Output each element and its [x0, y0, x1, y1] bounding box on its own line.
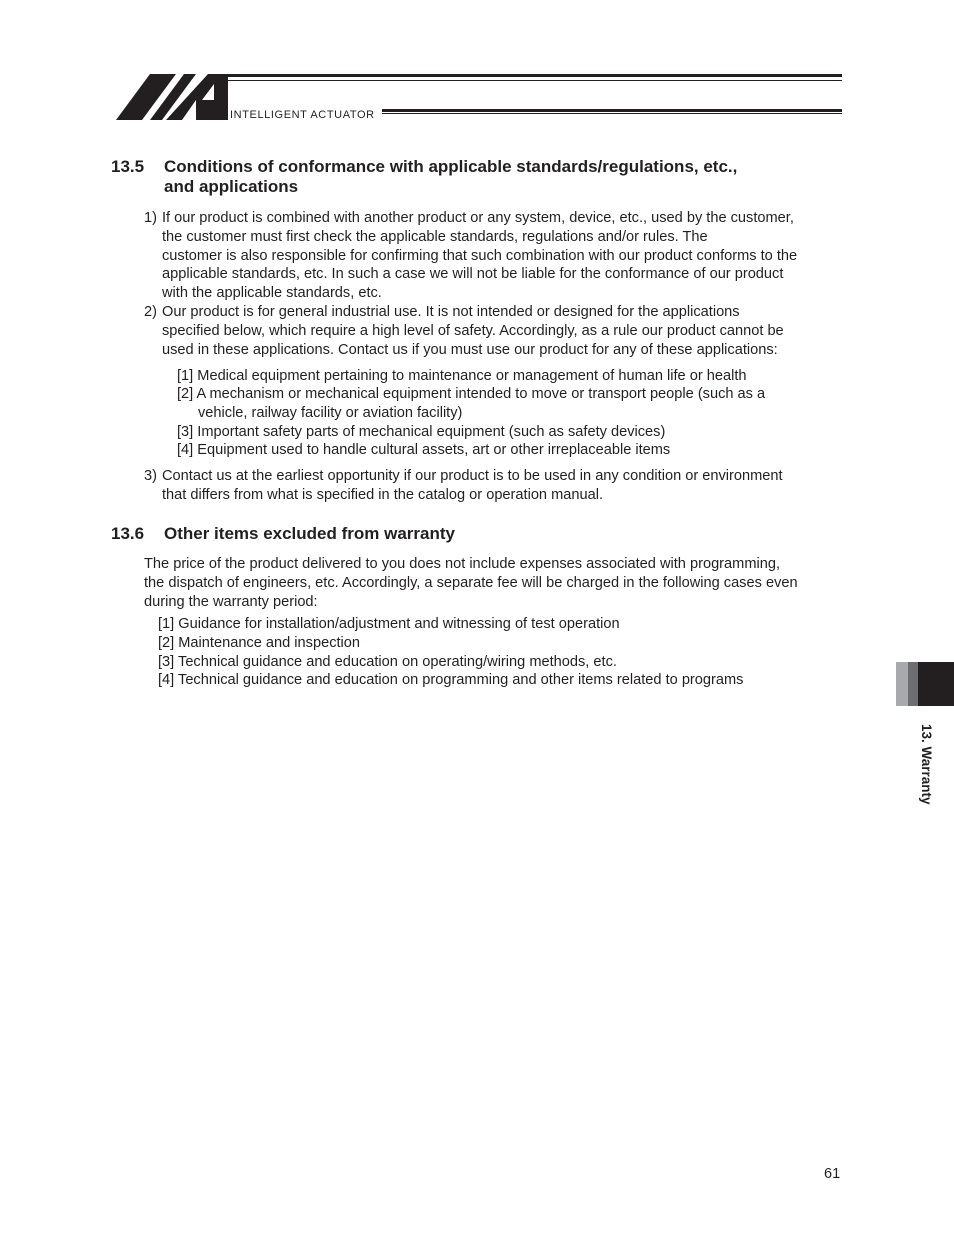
header-rule-bottom	[382, 109, 842, 112]
section-13-6-list	[158, 615, 848, 690]
chapter-tab-marker	[918, 662, 954, 706]
header-rule-bottom-thin	[382, 113, 842, 114]
page-number: 61	[824, 1166, 841, 1182]
list-marker: 2)	[144, 304, 157, 320]
chapter-tab-stripe-light	[896, 662, 908, 706]
sub-list-item-2	[177, 385, 765, 404]
list-item-line: with the applicable standards, etc.	[162, 285, 382, 302]
sub-list-text: Equipment used to handle cultural assets, art or other irreplaceable items	[197, 442, 671, 458]
list-item: [2] Maintenance and inspection	[158, 634, 361, 651]
list-item-line: the customer must first check the applicable standards, regulations and/or rules. The	[162, 228, 708, 245]
list-item-line: specified below, which require a high level of safety. Accordingly, as a rule our product cannot be	[162, 322, 784, 339]
list-item-line: Our product is for general industrial use. It is not intended or designed for the applications	[162, 304, 740, 320]
list-item-2	[144, 303, 854, 359]
header-rule-top	[228, 74, 842, 77]
list-item: [4] Technical guidance and education on programming and other items related to programs	[158, 672, 744, 689]
list-item-line: Contact us at the earliest opportunity if our product is to be used in any condition or environment	[162, 468, 783, 484]
list-item-1	[144, 209, 854, 303]
header-rule-top-thin	[228, 80, 842, 81]
section-13-5-title	[164, 157, 844, 197]
sub-list-text: Important safety parts of mechanical equipment (such as safety devices)	[197, 424, 666, 440]
logo-wordmark: INTELLIGENT ACTUATOR	[230, 109, 375, 121]
section-13-6-number: 13.6	[111, 524, 145, 543]
sub-list-marker: [3]	[177, 424, 194, 440]
sub-list-item-4	[177, 441, 670, 460]
sub-list-item-2-continued: vehicle, railway facility or aviation facility)	[198, 405, 463, 421]
section-13-5-number: 13.5	[111, 157, 145, 176]
company-logo-icon	[116, 72, 228, 122]
chapter-side-label: 13. Warranty	[919, 724, 934, 805]
list-item-line: applicable standards, etc. In such a case we will not be liable for the conformance of our product	[162, 266, 784, 283]
paragraph-line: the dispatch of engineers, etc. Accordingly, a separate fee will be charged in the following cases even	[144, 574, 798, 591]
sub-list-text: Medical equipment pertaining to maintenance or management of human life or health	[197, 368, 747, 384]
section-13-5-title-line: and applications	[164, 177, 299, 196]
sub-list-item-3	[177, 423, 665, 442]
sub-list-text: A mechanism or mechanical equipment intended to move or transport people (such as a	[196, 386, 766, 402]
section-13-5-title-line: Conditions of conformance with applicable standards/regulations, etc.,	[164, 157, 738, 176]
paragraph-line: during the warranty period:	[144, 593, 318, 610]
list-item: [3] Technical guidance and education on operating/wiring methods, etc.	[158, 653, 617, 670]
section-13-6-title: Other items excluded from warranty	[164, 524, 455, 543]
sub-list-marker: [4]	[177, 442, 194, 458]
list-item: [1] Guidance for installation/adjustment and witnessing of test operation	[158, 616, 620, 632]
list-marker: 1)	[144, 210, 157, 226]
sub-list-marker: [1]	[177, 368, 194, 384]
list-item-3	[144, 467, 854, 505]
list-marker: 3)	[144, 468, 157, 484]
list-item-line: that differs from what is specified in the catalog or operation manual.	[162, 486, 604, 503]
list-item-line: If our product is combined with another product or any system, device, etc., used by the customer,	[162, 210, 794, 226]
sub-list-item-1	[177, 367, 747, 386]
chapter-tab-stripe-mid	[908, 662, 918, 706]
sub-list-marker: [2]	[177, 386, 194, 402]
paragraph-line: The price of the product delivered to you does not include expenses associated with programming,	[144, 556, 781, 572]
list-item-line: used in these applications. Contact us if you must use our product for any of these applications:	[162, 341, 778, 358]
section-13-6-intro	[144, 555, 854, 611]
list-item-line: customer is also responsible for confirming that such combination with our product conforms to the	[162, 247, 798, 264]
